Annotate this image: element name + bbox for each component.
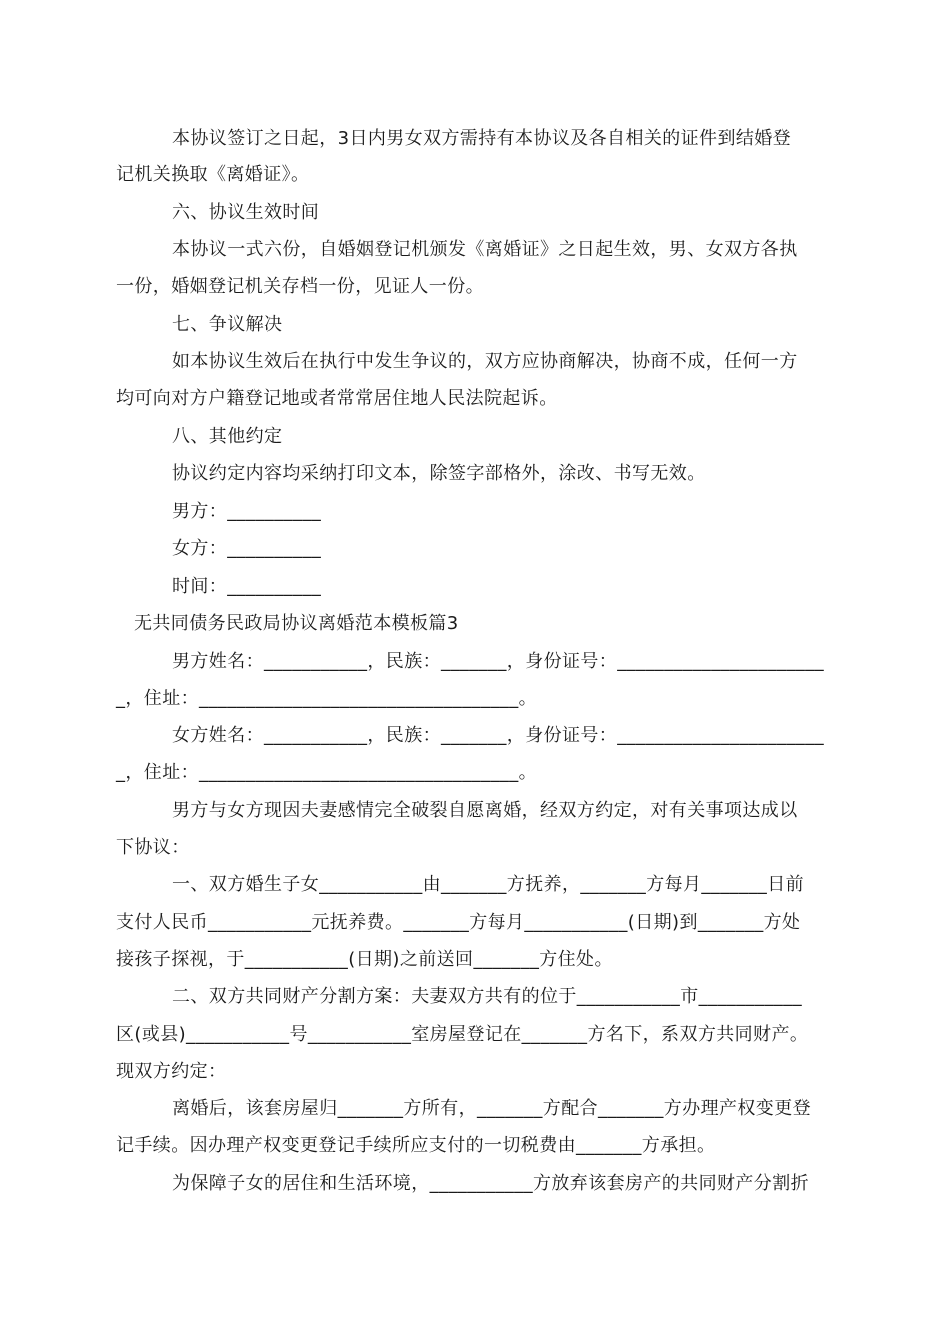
paragraph-line: 记机关换取《离婚证》。 (116, 164, 310, 185)
paragraph-line: 现双方约定： (116, 1061, 227, 1082)
paragraph-line: 均可向对方户籍登记地或者常常居住地人民法院起诉。 (116, 388, 558, 409)
signature-line-date: 时间：__________ (172, 576, 322, 597)
paragraph-line: 下协议： (116, 837, 190, 858)
paragraph-line: 二、双方共同财产分割方案：夫妻双方共有的位于___________市___________ (172, 986, 802, 1007)
paragraph-line: 协议约定内容均采纳打印文本，除签字部格外，涂改、书写无效。 (172, 463, 706, 484)
section-heading: 八、其他约定 (172, 426, 283, 447)
paragraph-line: 本协议一式六份，自婚姻登记机颁发《离婚证》之日起生效，男、女双方各执 (172, 239, 798, 260)
paragraph-line: 如本协议生效后在执行中发生争议的，双方应协商解决，协商不成，任何一方 (172, 351, 798, 372)
paragraph-line: 男方姓名：___________，民族：_______，身份证号：______________________ (172, 651, 824, 672)
paragraph-line: 支付人民币___________元抚养费。_______方每月___________(日期)到_______方处 (116, 912, 801, 933)
paragraph-line: 一、双方婚生子女___________由_______方抚养，_______方每月_______日前 (172, 874, 804, 895)
paragraph-line: 一份，婚姻登记机关存档一份，见证人一份。 (116, 276, 484, 297)
paragraph-line: 接孩子探视，于___________(日期)之前送回_______方住处。 (116, 949, 613, 970)
paragraph-line: 女方姓名：___________，民族：_______，身份证号：______________________ (172, 725, 824, 746)
paragraph-line: 本协议签订之日起，3日内男女双方需持有本协议及各自相关的证件到结婚登 (172, 128, 792, 149)
signature-line-woman: 女方：__________ (172, 538, 322, 559)
section-heading: 七、争议解决 (172, 314, 283, 335)
section-heading: 六、协议生效时间 (172, 202, 320, 223)
paragraph-line: _，住址：__________________________________。 (116, 688, 537, 709)
template-title: 无共同债务民政局协议离婚范本模板篇3 (134, 613, 459, 634)
paragraph-line: 区(或县)___________号___________室房屋登记在_______方名下，系双方共同财产。 (116, 1024, 809, 1045)
signature-line-man: 男方：__________ (172, 501, 322, 522)
paragraph-line: 记手续。因办理产权变更登记手续所应支付的一切税费由_______方承担。 (116, 1135, 716, 1156)
paragraph-line: 离婚后，该套房屋归_______方所有，_______方配合_______方办理产权变更登 (172, 1098, 811, 1119)
paragraph-line: 男方与女方现因夫妻感情完全破裂自愿离婚，经双方约定，对有关事项达成以 (172, 800, 798, 821)
paragraph-line: _，住址：__________________________________。 (116, 762, 537, 783)
paragraph-line: 为保障子女的居住和生活环境，___________方放弃该套房产的共同财产分割折 (172, 1173, 809, 1194)
